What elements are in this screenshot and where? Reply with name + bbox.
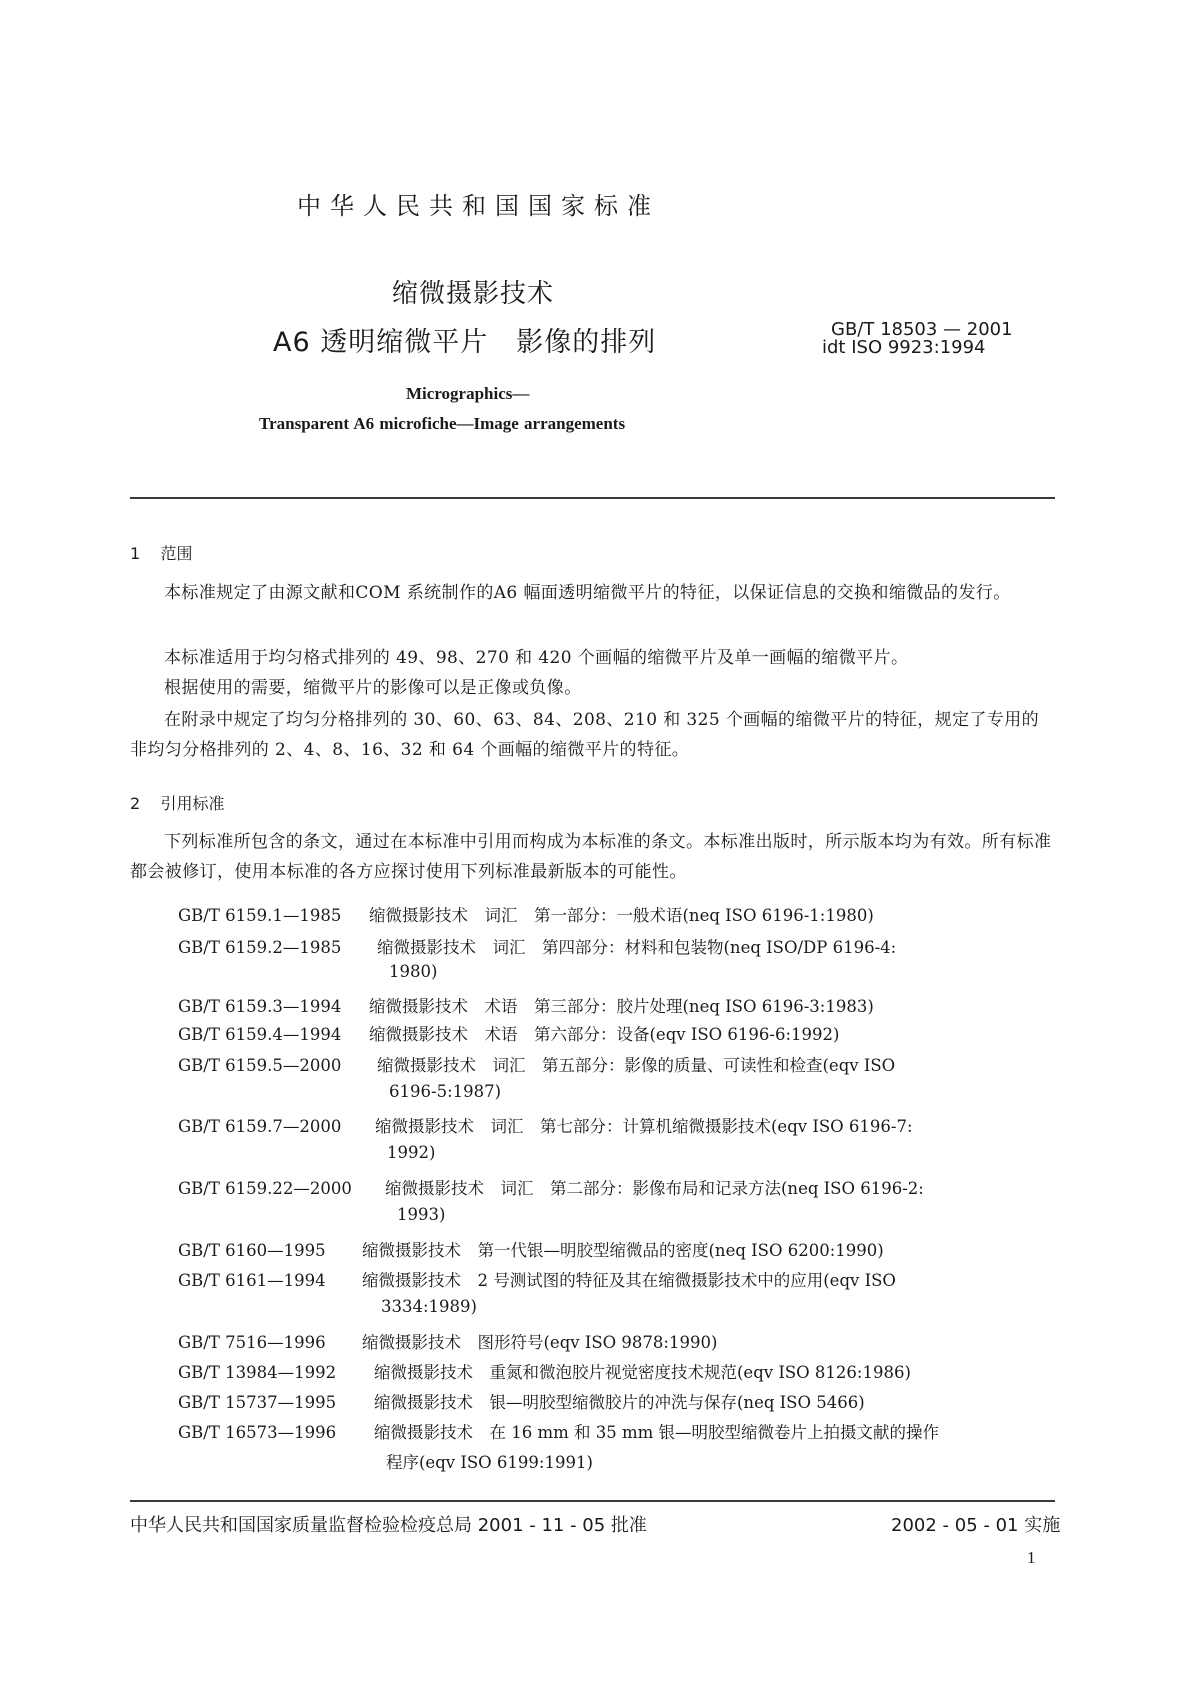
paragraph: 本标准规定了由源文献和COM 系统制作的A6 幅面透明缩微平片的特征，以保证信息的交换和缩微品的发行。	[164, 583, 1011, 603]
reference-continuation: 6196-5:1987)	[389, 1082, 502, 1101]
idt-code: idt ISO 9923:1994	[822, 337, 986, 358]
reference-continuation: 程序(eqv ISO 6199:1991)	[386, 1453, 593, 1472]
section-number: 1	[130, 544, 141, 563]
title-en-line2: Transparent A6 microfiche—Image arrangements	[259, 414, 626, 433]
section-1-heading	[130, 541, 193, 564]
implementation-date: 2002 - 05 - 01 实施	[891, 1515, 1061, 1536]
reference-item: GB/T 6159.2—1985 缩微摄影技术 词汇 第四部分：材料和包装物(neq ISO/DP 6196-4:	[178, 938, 897, 957]
paragraph: 本标准适用于均匀格式排列的 49、98、270 和 420 个画幅的缩微平片及单一画幅的缩微平片。	[164, 648, 909, 668]
title-en-line1: Micrographics—	[406, 384, 530, 403]
page-number: 1	[1027, 1548, 1036, 1567]
reference-item: GB/T 6161—1994 缩微摄影技术 2 号测试图的特征及其在缩微摄影技术中的应用(eqv ISO	[178, 1271, 896, 1290]
section-number: 2	[130, 794, 141, 813]
paragraph: 在附录中规定了均匀分格排列的 30、60、63、84、208、210 和 325 个画幅的缩微平片的特征，规定了专用的非均匀分格排列的 2、4、8、16、32 和 64 个画幅的缩微平片的特征。	[130, 710, 1040, 760]
header-divider	[130, 497, 1055, 499]
standard-code: GB/T 18503 — 2001	[831, 319, 1013, 340]
reference-item: GB/T 6159.7—2000 缩微摄影技术 词汇 第七部分：计算机缩微摄影技术(eqv ISO 6196-7:	[178, 1117, 913, 1136]
section-title: 引用标准	[160, 794, 225, 813]
section-2-heading	[130, 791, 225, 814]
reference-item: GB/T 6159.1—1985 缩微摄影技术 词汇 第一部分：一般术语(neq ISO 6196-1:1980)	[178, 906, 874, 925]
section-title: 范围	[160, 544, 193, 563]
reference-item: GB/T 15737—1995 缩微摄影技术 银—明胶型缩微胶片的冲洗与保存(neq ISO 5466)	[178, 1393, 865, 1412]
reference-item: GB/T 6159.4—1994 缩微摄影技术 术语 第六部分：设备(eqv ISO 6196-6:1992)	[178, 1025, 840, 1044]
reference-continuation: 1993)	[397, 1205, 446, 1224]
reference-item: GB/T 16573—1996 缩微摄影技术 在 16 mm 和 35 mm 银—明胶型缩微卷片上拍摄文献的操作	[178, 1423, 940, 1442]
reference-item: GB/T 13984—1992 缩微摄影技术 重氮和微泡胶片视觉密度技术规范(eqv ISO 8126:1986)	[178, 1363, 911, 1382]
paragraph: 下列标准所包含的条文，通过在本标准中引用而构成为本标准的条文。本标准出版时，所示版本均为有效。所有标准都会被修订，使用本标准的各方应探讨使用下列标准最新版本的可能性。	[130, 832, 1052, 882]
reference-continuation: 3334:1989)	[381, 1297, 477, 1316]
reference-item: GB/T 6160—1995 缩微摄影技术 第一代银—明胶型缩微品的密度(neq ISO 6200:1990)	[178, 1241, 884, 1260]
reference-continuation: 1980)	[389, 962, 438, 981]
reference-item: GB/T 6159.5—2000 缩微摄影技术 词汇 第五部分：影像的质量、可读性和检查(eqv ISO	[178, 1056, 896, 1075]
reference-item: GB/T 6159.22—2000 缩微摄影技术 词汇 第二部分：影像布局和记录方法(neq ISO 6196-2:	[178, 1179, 924, 1198]
national-standard-heading: 中华人民共和国国家标准	[297, 192, 660, 220]
title-cn-line2: A6 透明缩微平片 影像的排列	[273, 327, 657, 358]
paragraph: 根据使用的需要，缩微平片的影像可以是正像或负像。	[164, 678, 582, 698]
reference-item: GB/T 6159.3—1994 缩微摄影技术 术语 第三部分：胶片处理(neq ISO 6196-3:1983)	[178, 997, 874, 1016]
footer-divider	[130, 1500, 1055, 1502]
approval-line: 中华人民共和国国家质量监督检验检疫总局 2001 - 11 - 05 批准	[130, 1515, 647, 1536]
title-cn-line1: 缩微摄影技术	[392, 279, 555, 309]
reference-item: GB/T 7516—1996 缩微摄影技术 图形符号(eqv ISO 9878:1990)	[178, 1333, 718, 1352]
reference-continuation: 1992)	[387, 1143, 436, 1162]
